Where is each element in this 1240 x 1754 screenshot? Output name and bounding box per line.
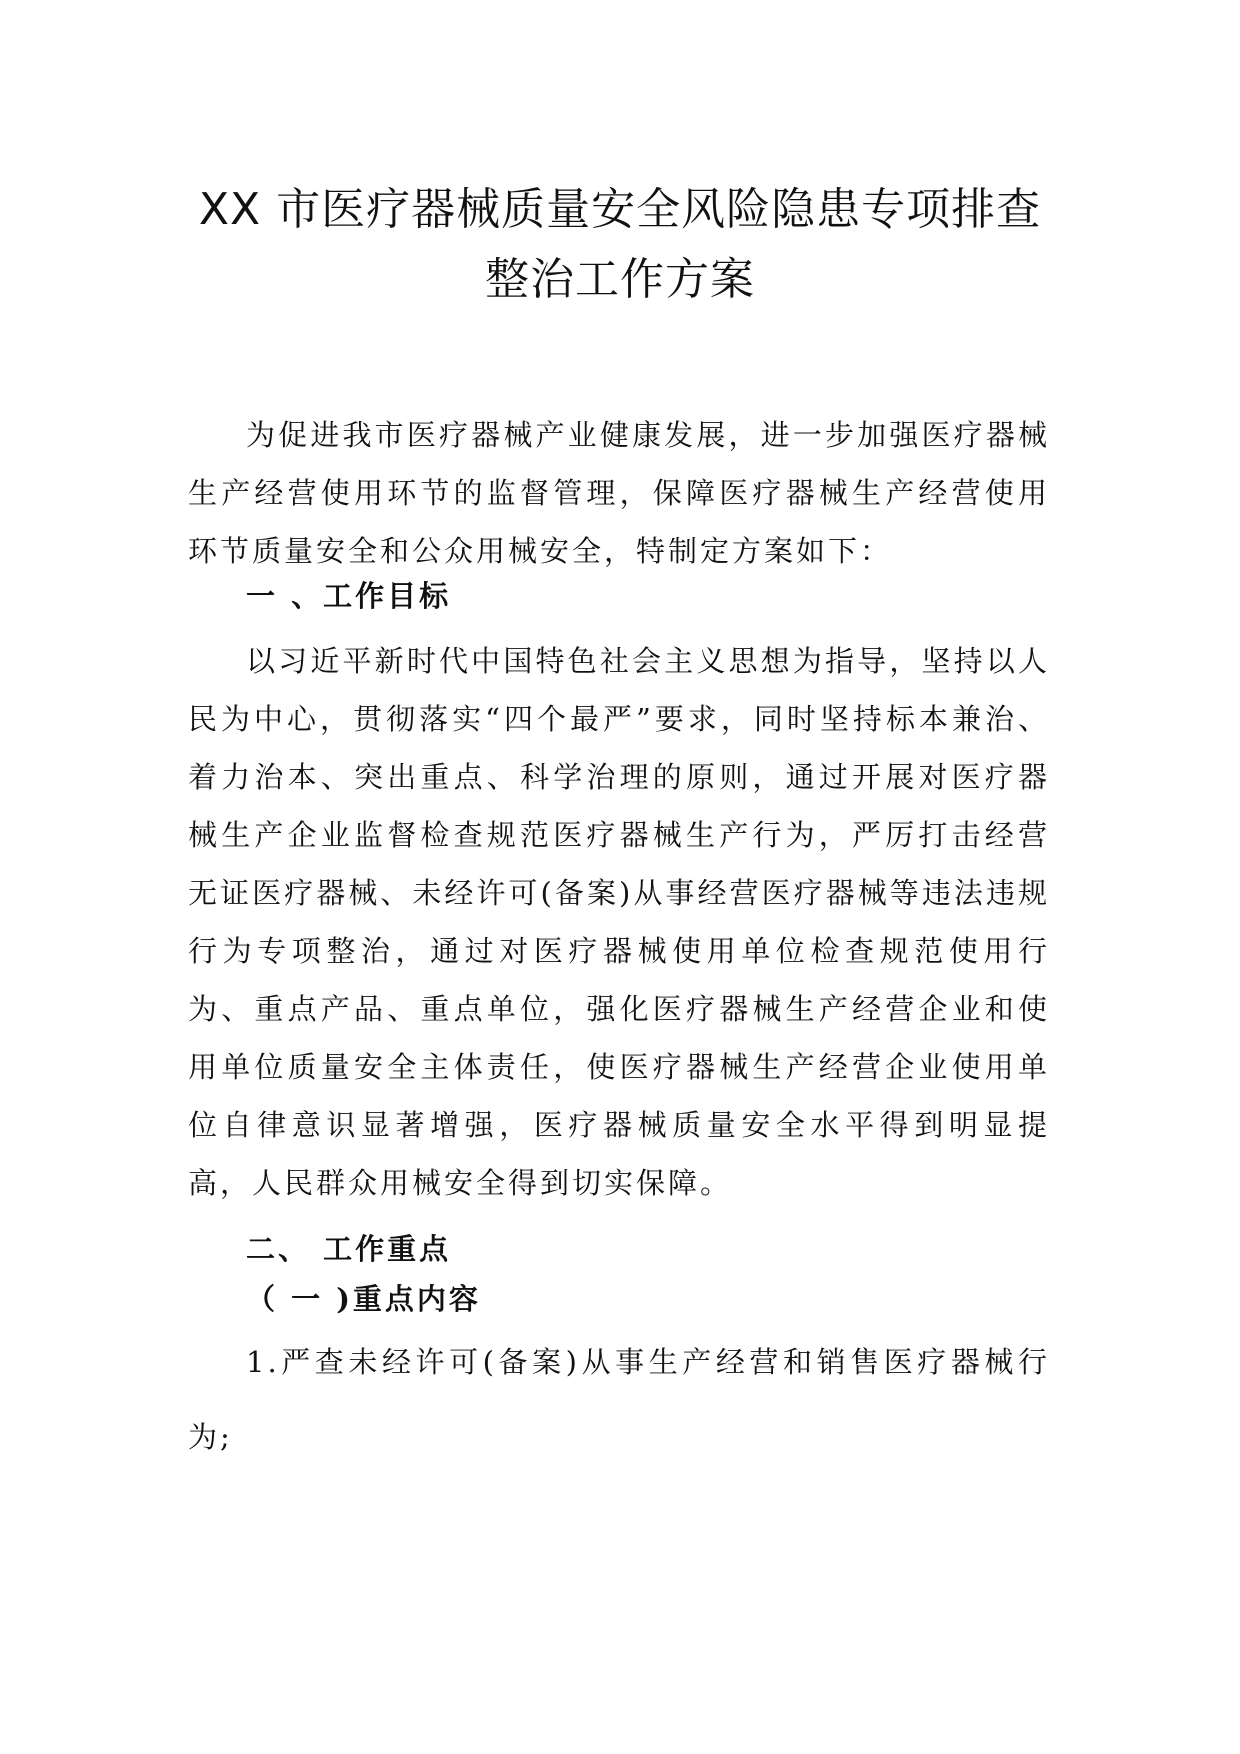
- document-title-line-1: XX 市医疗器械质量安全风险隐患专项排查: [198, 184, 1042, 235]
- section-heading-work-focus: 二、 工作重点: [246, 1232, 452, 1266]
- key-content-item-1: 1.严查未经许可(备案)从事生产经营和销售医疗器械行为;: [188, 1345, 1050, 1454]
- document-title-line-2: 整治工作方案: [485, 254, 755, 305]
- work-goals-paragraph: 以习近平新时代中国特色社会主义思想为指导，坚持以人民为中心，贯彻落实“四个最严”要求，同时坚持标本兼治、着力治本、突出重点、科学治理的原则，通过开展对医疗器械生产企业监督检查规范医疗器械生产行为，严厉打击经营无证医疗器械、未经许可(备案)从事经营医疗器械等违法违规行为专项整治，通过对医疗器械使用单位检查规范使用行为、重点产品、重点单位，强化医疗器械生产经营企业和使用单位质量安全主体责任，使医疗器械生产经营企业使用单位自律意识显著增强，医疗器械质量安全水平得到明显提高，人民群众用械安全得到切实保障。: [188, 644, 1050, 1200]
- section-heading-work-goals: 一 、工作目标: [246, 579, 452, 613]
- intro-paragraph: 为促进我市医疗器械产业健康发展，进一步加强医疗器械生产经营使用环节的监督管理，保障医疗器械生产经营使用环节质量安全和公众用械安全，特制定方案如下：: [188, 418, 1050, 568]
- subsection-heading-key-content: （ 一 )重点内容: [246, 1282, 481, 1316]
